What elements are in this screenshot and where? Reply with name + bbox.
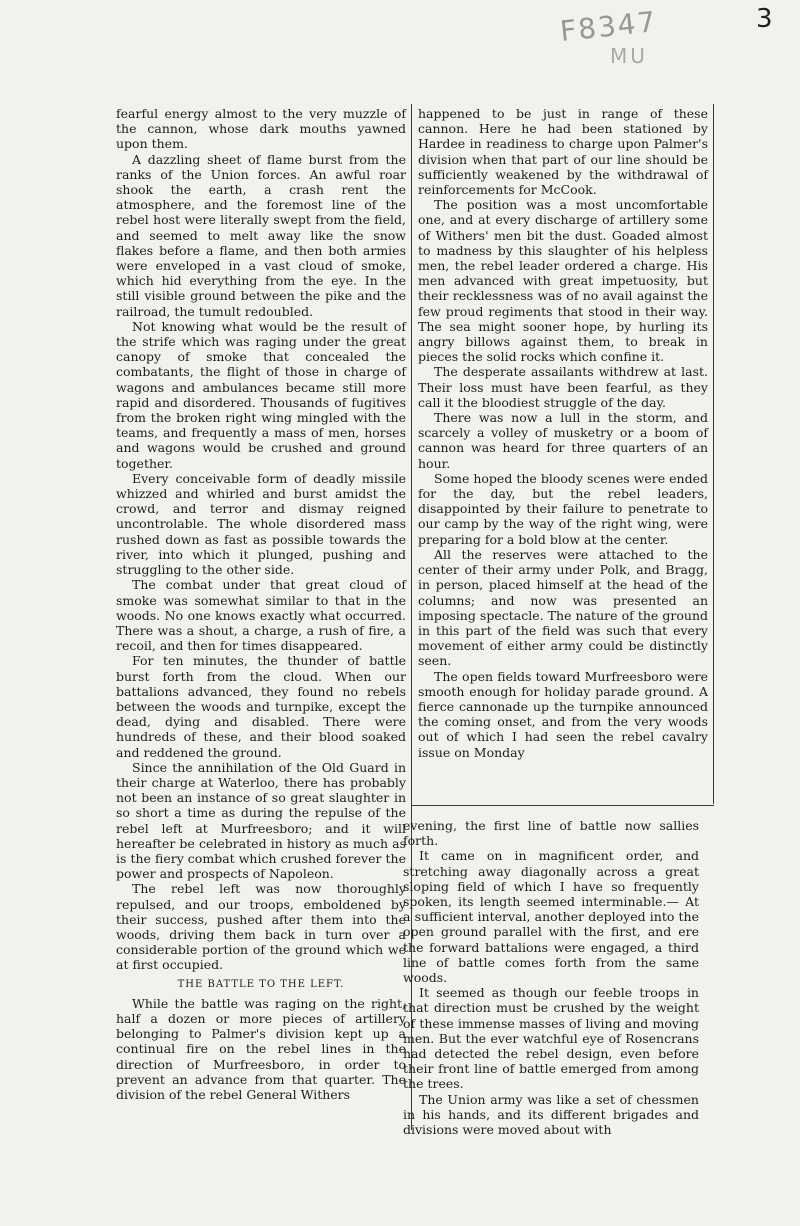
- paragraph: Some hoped the bloody scenes were ended for the day, but the rebel leaders, disappointed by their failure to penetrate to our camp by the way of the right wing, were preparing for a bold blow at the center.: [418, 470, 708, 547]
- archive-initials-handwritten: MU: [610, 44, 648, 68]
- section-heading: THE BATTLE TO THE LEFT.: [177, 978, 345, 990]
- paragraph: fearful energy almost to the very muzzle of the cannon, whose dark mouths yawned upon them.: [116, 106, 406, 152]
- paragraph: The rebel left was now thoroughly repulsed, and our troops, emboldened by their success, pushed after them into the woods, driving them back in turn over a considerable portion of the ground which we at first occupied.: [116, 881, 406, 973]
- paragraph: There was now a lull in the storm, and scarcely a volley of musketry or a boom of cannon was heard for three quarters of an hour.: [418, 410, 708, 471]
- archive-code-handwritten: F8347: [558, 5, 659, 48]
- paragraph: The desperate assailants withdrew at last. Their loss must have been fearful, as they call it the bloodiest struggle of the day.: [418, 364, 708, 410]
- paragraph: For ten minutes, the thunder of battle burst forth from the cloud. When our battalions advanced, they found no rebels between the woods and turnpike, except the dead, dying and disabled. There were hundreds of these, and their blood soaked and reddened the ground.: [116, 653, 406, 760]
- paragraph: The combat under that great cloud of smoke was somewhat similar to that in the woods. No one knows exactly what occurred. There was a shout, a charge, a rush of fire, a recoil, and then for times disappeared.: [116, 577, 406, 654]
- page-number: 3: [756, 4, 773, 34]
- paragraph: evening, the first line of battle now sallies forth.: [403, 818, 699, 849]
- paragraph: Since the annihilation of the Old Guard in their charge at Waterloo, there has probably not been an instance of so great slaughter in so short a time as during the repulse of the rebel left at Murfreesboro; and it will hereafter be celebrated in history as much as is the fiery combat which crushed forever the power and prospects of Napoleon.: [116, 759, 406, 882]
- paragraph: A dazzling sheet of flame burst from the ranks of the Union forces. An awful roar shook the earth, a crash rent the atmosphere, and the foremost line of the rebel host were literally swept from the field, and seemed to melt away like the snow flakes before a flame, and then both armies were enveloped in a vast cloud of smoke, which hid everything from the eye. In the still visible ground between the pike and the railroad, the tumult redoubled.: [116, 151, 406, 319]
- column-rule-right: [713, 104, 714, 804]
- article-column-right-upper: [418, 106, 708, 760]
- article-column-left: [116, 106, 406, 1102]
- paragraph: All the reserves were attached to the center of their army under Polk, and Bragg, in person, placed himself at the head of the columns; and now was presented an imposing spectacle. The nature of the ground in this part of the field was such that every movement of either army could be distinctly seen.: [418, 546, 708, 669]
- paragraph: While the battle was raging on the right, half a dozen or more pieces of artillery belonging to Palmer's division kept up a continual fire on the rebel lines in the direction of Murfreesboro, in order to prevent an advance from that quarter. The division of the rebel General Withers: [116, 995, 406, 1102]
- paragraph: Not knowing what would be the result of the strife which was raging under the great canopy of smoke that concealed the combatants, the flight of those in charge of wagons and ambulances became still more rapid and disordered. Thousands of fugitives from the broken right wing mingled with the teams, and frequently a mass of men, horses and wagons would be crushed and ground together.: [116, 318, 406, 471]
- paragraph: happened to be just in range of these cannon. Here he had been stationed by Hardee in readiness to charge upon Palmer's division when that part of our line should be sufficiently weakened by the withdrawal of reinforcements for McCook.: [418, 106, 708, 198]
- paragraph: The position was a most uncomfortable one, and at every discharge of artillery some of Withers' men bit the dust. Goaded almost to madness by this slaughter of his helpless men, the rebel leader ordered a charge. His men advanced with great impetuosity, but their recklessness was of no avail against the few proud regiments that stood in their way. The sea might sooner hope, by hurling its angry billows against them, to break in pieces the solid rocks which confine it.: [418, 197, 708, 365]
- article-column-right-lower: [403, 818, 699, 1137]
- paragraph: The open fields toward Murfreesboro were smooth enough for holiday parade ground. A fierce cannonade up the turnpike announced the coming onset, and from the very woods out of which I had seen the rebel cavalry issue on Monday: [418, 668, 708, 760]
- paragraph: It came on in magnificent order, and stretching away diagonally across a great sloping field of which I have so frequently spoken, its length seemed interminable.— At a sufficient interval, another deployed into the open ground parallel with the first, and ere the forward battalions were engaged, a third line of battle comes forth from the same woods.: [403, 848, 699, 986]
- paragraph: It seemed as though our feeble troops in that direction must be crushed by the weight of these immense masses of living and moving men. But the ever watchful eye of Rosencrans had detected the rebel design, even before their front line of battle emerged from among the trees.: [403, 985, 699, 1092]
- paste-seam-rule: [411, 805, 714, 806]
- paragraph: Every conceivable form of deadly missile whizzed and whirled and burst amidst the crowd, and terror and dismay reigned uncontrolable. The whole disordered mass rushed down as fast as possible towards the river, into which it plunged, pushing and struggling to the other side.: [116, 470, 406, 578]
- paragraph: The Union army was like a set of chessmen in his hands, and its different brigades and divisions were moved about with: [403, 1091, 699, 1138]
